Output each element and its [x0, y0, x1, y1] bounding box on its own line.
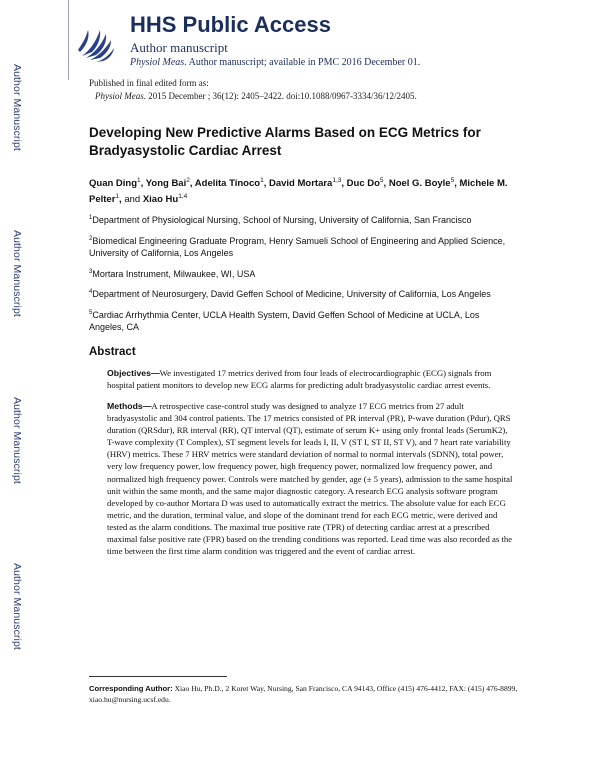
methods-text: A retrospective case-control study was designed to analyze 17 ECG metrics from 27 adult bradyasystolic and 304 control patients. The 17 metrics consisted of PR interval (PR), P-wave duration (Pdur), QRS duration (QRSdur), RR interval (RR), QT interval (QT), estimate of serum K+ using only frontal leads (SerumK2), T-wave complexity (T Complex), ST segment levels for leads I, II, V (ST I, ST II, ST V), and 7 heart rate variability (HRV) metrics. These 7 HRV metrics were standard deviation of normal to normal intervals (SDNN), total power, very low frequency power, low frequency power, high frequency power, normalized low frequency power, and normalized high frequency power. Controls were matched by gender, age (± 5 years), admission to the same hospital unit within the same month, and the same major diagnostic category. A research ECG analysis software program developed by co-author Mortara D was used to automatically extract the metrics. The absolute value for each ECG metric, and the duration, terminal value, and slope of the dominant trend for each ECG metric, were derived and tested as the alarm conditions. The maximal true positive rate (TPR) of detecting cardiac arrest at a prescribed maximal false positive rate (FPR) based on the trending conditions was reported. Lead time was also recorded as the time between the first time alarm condition was triggered and the event of cardiac arrest. — [107, 401, 513, 557]
author-affil-sup: 1 — [137, 177, 141, 184]
affiliation-number: 5 — [89, 309, 93, 316]
affiliation-text: Department of Neurosurgery, David Geffen School of Medicine, University of California, Los Angeles — [92, 289, 491, 300]
affiliation-text: Biomedical Engineering Graduate Program, Henry Samueli School of Engineering and Applied Science, University of California, Los Angeles — [89, 235, 506, 259]
author-affil-sup: 5 — [379, 177, 384, 184]
citation-line — [89, 90, 417, 103]
footnote-divider — [89, 676, 227, 677]
author-affil-sup: 1,4 — [178, 193, 188, 201]
affiliation-3 — [89, 266, 515, 281]
citation-text: . 2015 December ; 36(12): 2405–2422. doi:10.1088/0967-3334/36/12/2405. — [143, 91, 417, 101]
affiliation-text: Mortara Instrument, Milwaukee, WI, USA — [92, 268, 256, 279]
author-name: Michele M. Pelter — [89, 178, 508, 206]
affiliation-number: 2 — [89, 235, 93, 242]
author-name: Duc Do — [346, 178, 380, 190]
affiliation-5 — [89, 307, 515, 334]
affiliation-text: Cardiac Arrhythmia Center, UCLA Health System, David Geffen School of Medicine at UCLA, Los Angeles, CA — [89, 309, 480, 333]
article-title: Developing New Predictive Alarms Based on ECG Metrics for Bradyasystolic Cardiac Arrest — [89, 125, 481, 158]
publication-info — [89, 77, 417, 103]
author-affil-sup: 1 — [260, 177, 264, 184]
affiliation-1 — [89, 212, 515, 227]
author-name: Noel G. Boyle — [388, 178, 451, 190]
side-label-author-manuscript: Author Manuscript — [11, 563, 23, 650]
affiliation-number: 4 — [89, 289, 93, 296]
affiliation-4 — [89, 286, 515, 301]
affiliation-number: 1 — [89, 215, 93, 222]
abstract-methods — [89, 400, 515, 557]
corresponding-author-footnote — [89, 684, 519, 705]
article-body — [89, 124, 515, 557]
author-name: Quan Ding — [89, 178, 138, 190]
author-affil-sup: 2 — [186, 177, 190, 184]
author-name: David Mortara — [268, 178, 333, 190]
author-affil-sup: 5 — [450, 177, 455, 184]
author-name: Adelita Tinoco — [194, 178, 261, 190]
hhs-public-access-title: HHS Public Access — [130, 12, 331, 37]
author-name: Yong Bai — [145, 178, 187, 190]
published-in-label: Published in final edited form as: — [89, 78, 209, 88]
author-affil-sup: 1,3 — [332, 177, 342, 184]
affiliation-2 — [89, 233, 515, 260]
affiliation-text: Department of Physiological Nursing, School of Nursing, University of California, San Francisco — [92, 215, 472, 226]
methods-label: Methods— — [107, 401, 152, 411]
side-label-author-manuscript: Author Manuscript — [11, 230, 23, 317]
affiliation-number: 3 — [89, 268, 93, 275]
footnote-text: Xiao Hu, Ph.D., 2 Koret Way, Nursing, San Francisco, CA 94143, Office (415) 476-4412, FAX: (415) 476-8899, xiao.hu@nursing.ucsf.edu. — [89, 684, 518, 704]
side-label-author-manuscript: Author Manuscript — [11, 64, 23, 151]
footnote-label: Corresponding Author: — [89, 684, 173, 693]
objectives-text: We investigated 17 metrics derived from four leads of electrocardiographic (ECG) signals from hospital patient monitors to develop new ECG alarms for predicting adult bradyasystolic cardiac arrest events. — [107, 367, 492, 390]
journal-availability-line — [130, 57, 420, 68]
journal-name: Physiol Meas — [130, 57, 185, 68]
author-affil-sup: 1 — [115, 193, 120, 201]
author-list: Quan Ding$^1$, Yong Bai$^2$, Adelita Tinoco$^1$, David Mortara$^{1,3}$, Duc Do$^5$, Noel G. Boyle$^5$, Michele M. Pelter$^1$, and Xiao Hu$^{1,4}$ — [89, 177, 508, 206]
hhs-eagle-logo-icon — [76, 20, 118, 64]
author-manuscript-subtitle: Author manuscript — [130, 40, 228, 55]
abstract-heading: Abstract — [89, 345, 136, 358]
side-label-author-manuscript: Author Manuscript — [11, 397, 23, 484]
author-name: Xiao Hu — [142, 194, 179, 206]
objectives-label: Objectives— — [107, 367, 160, 378]
header-divider — [68, 0, 69, 80]
abstract-objectives — [89, 367, 515, 391]
and-connector: and — [124, 194, 141, 206]
availability-text: . Author manuscript; available in PMC 2016 December 01. — [184, 57, 421, 68]
citation-journal: Physiol Meas — [95, 91, 144, 101]
